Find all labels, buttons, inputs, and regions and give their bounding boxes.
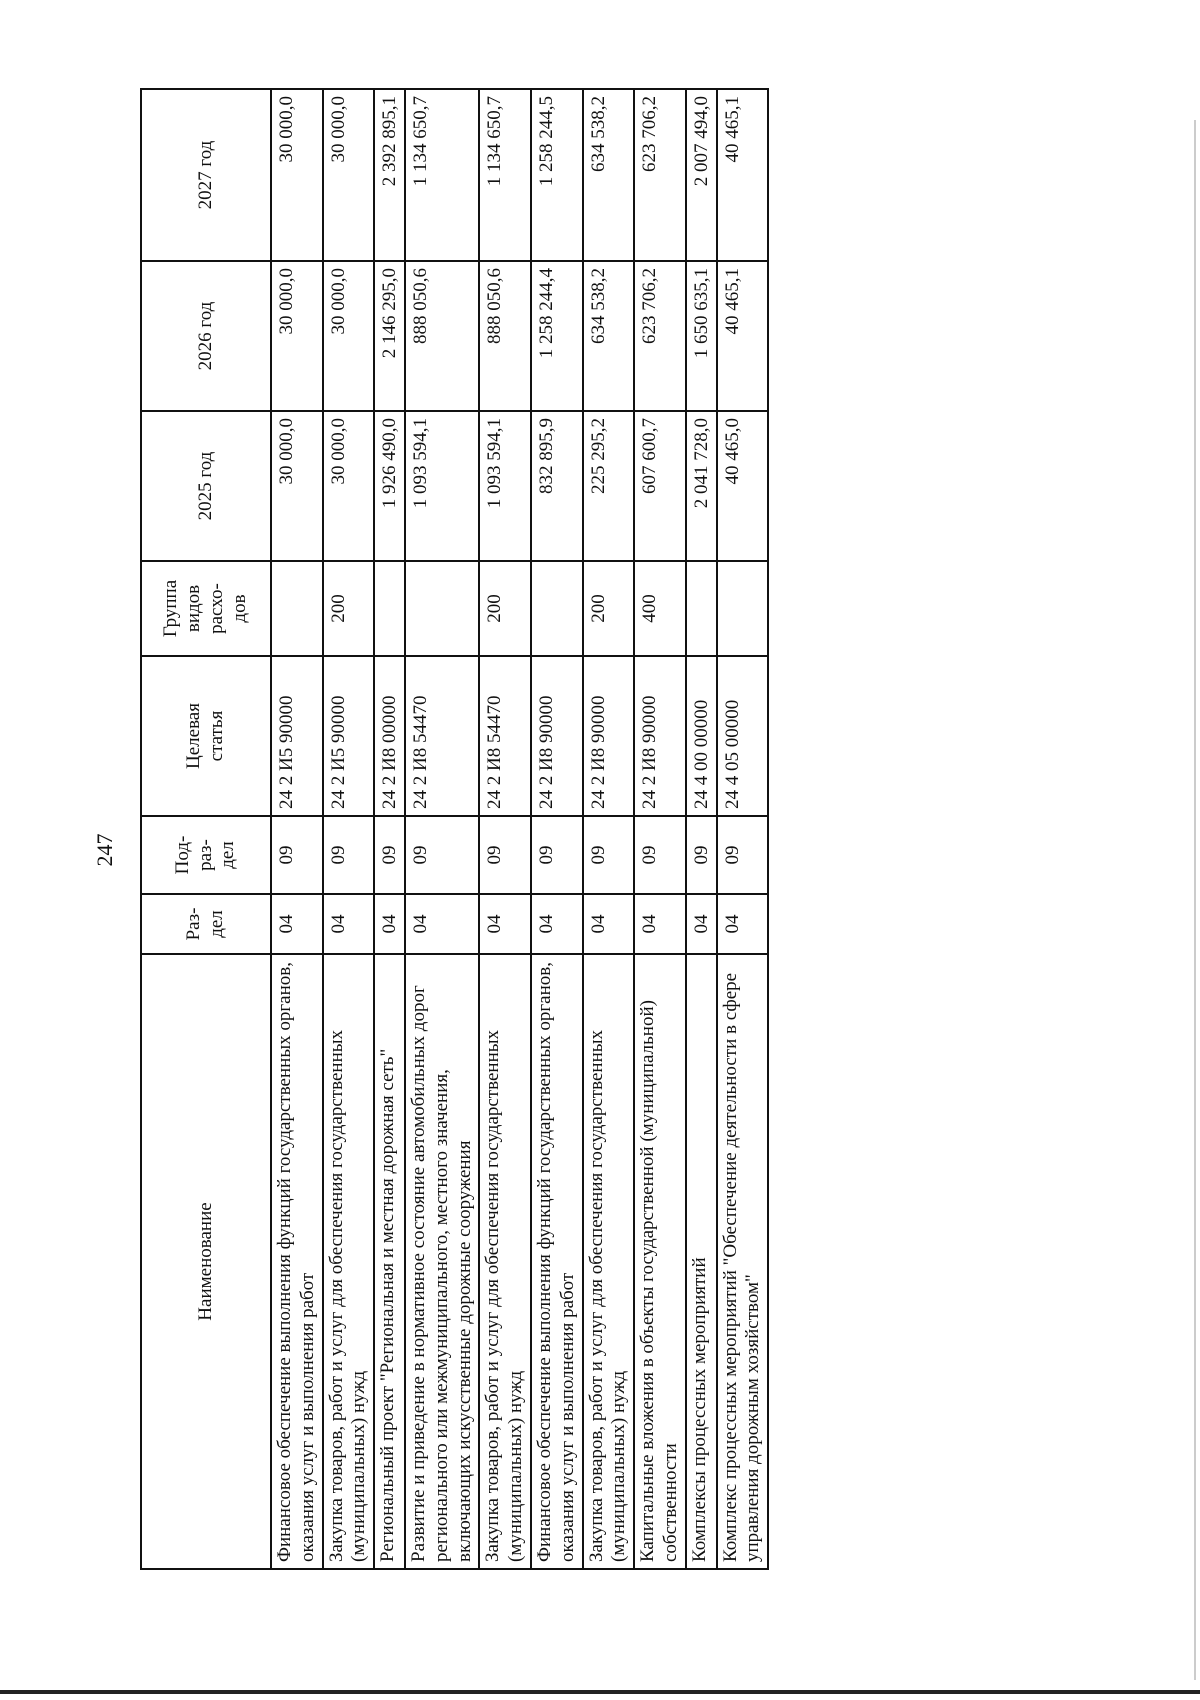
cell-group: 200 [583, 561, 635, 656]
cell-subsection: 09 [479, 816, 531, 894]
table-row [323, 89, 375, 1569]
cell-target: 24 2 И5 90000 [271, 656, 323, 816]
cell-y2025: 40 465,0 [717, 411, 769, 561]
cell-group: 400 [634, 561, 686, 656]
cell-name: Комплексы процессных мероприятий [686, 954, 717, 1569]
cell-group [271, 561, 323, 656]
cell-y2027: 623 706,2 [634, 89, 686, 261]
cell-name: Закупка товаров, работ и услуг для обеспечения государственных (муниципальных) нужд [323, 954, 375, 1569]
cell-y2025: 607 600,7 [634, 411, 686, 561]
cell-y2025: 1 926 490,0 [374, 411, 405, 561]
cell-y2026: 40 465,1 [717, 261, 769, 411]
cell-name: Финансовое обеспечение выполнения функций государственных органов, оказания услуг и выполнения работ [271, 954, 323, 1569]
cell-y2026: 623 706,2 [634, 261, 686, 411]
header-row [141, 89, 271, 1569]
cell-name: Закупка товаров, работ и услуг для обеспечения государственных (муниципальных) нужд [479, 954, 531, 1569]
cell-section: 04 [374, 894, 405, 954]
cell-name: Развитие и приведение в нормативное состояние автомобильных дорог регионального или межмуниципального, местного значения, включающих искусственные дорожные сооружения [405, 954, 479, 1569]
table-row [479, 89, 531, 1569]
cell-section: 04 [323, 894, 375, 954]
cell-section: 04 [634, 894, 686, 954]
cell-y2025: 30 000,0 [271, 411, 323, 561]
cell-subsection: 09 [405, 816, 479, 894]
cell-y2026: 634 538,2 [583, 261, 635, 411]
header-2027: 2027 год [141, 89, 271, 261]
cell-y2027: 40 465,1 [717, 89, 769, 261]
table-row [405, 89, 479, 1569]
header-target: Целевая статья [141, 656, 271, 816]
cell-y2025: 832 895,9 [531, 411, 583, 561]
cell-y2025: 225 295,2 [583, 411, 635, 561]
cell-target: 24 2 И5 90000 [323, 656, 375, 816]
cell-target: 24 2 И8 90000 [583, 656, 635, 816]
rotated-table-container [140, 90, 1060, 1570]
cell-y2026: 30 000,0 [323, 261, 375, 411]
cell-y2025: 2 041 728,0 [686, 411, 717, 561]
cell-group: 200 [323, 561, 375, 656]
table-row [583, 89, 635, 1569]
header-section: Раз- дел [141, 894, 271, 954]
cell-group [717, 561, 769, 656]
cell-y2026: 888 050,6 [479, 261, 531, 411]
cell-name: Комплекс процессных мероприятий "Обеспечение деятельности в сфере управления дорожным хозяйством" [717, 954, 769, 1569]
cell-y2025: 1 093 594,1 [405, 411, 479, 561]
cell-y2027: 30 000,0 [271, 89, 323, 261]
cell-y2025: 1 093 594,1 [479, 411, 531, 561]
header-expense-group: Группа видов расхо- дов [141, 561, 271, 656]
scan-right-edge [1194, 120, 1196, 1680]
cell-group [531, 561, 583, 656]
cell-target: 24 4 00 00000 [686, 656, 717, 816]
table-row [717, 89, 769, 1569]
cell-y2027: 30 000,0 [323, 89, 375, 261]
page-number: 247 [92, 833, 117, 867]
table-row [634, 89, 686, 1569]
header-subsection: Под- раз- дел [141, 816, 271, 894]
cell-subsection: 09 [686, 816, 717, 894]
cell-subsection: 09 [717, 816, 769, 894]
cell-subsection: 09 [634, 816, 686, 894]
cell-y2027: 634 538,2 [583, 89, 635, 261]
cell-y2027: 1 134 650,7 [405, 89, 479, 261]
scan-bottom-edge [0, 1690, 1200, 1694]
cell-subsection: 09 [531, 816, 583, 894]
cell-section: 04 [531, 894, 583, 954]
header-2025: 2025 год [141, 411, 271, 561]
cell-y2026: 1 258 244,4 [531, 261, 583, 411]
cell-subsection: 09 [323, 816, 375, 894]
cell-name: Капитальные вложения в объекты государственной (муниципальной) собственности [634, 954, 686, 1569]
header-name: Наименование [141, 954, 271, 1569]
cell-y2025: 30 000,0 [323, 411, 375, 561]
cell-target: 24 2 И8 90000 [634, 656, 686, 816]
cell-group [686, 561, 717, 656]
cell-group [374, 561, 405, 656]
cell-section: 04 [583, 894, 635, 954]
cell-y2027: 1 134 650,7 [479, 89, 531, 261]
cell-target: 24 2 И8 54470 [405, 656, 479, 816]
header-2026: 2026 год [141, 261, 271, 411]
budget-table [140, 88, 769, 1570]
cell-subsection: 09 [583, 816, 635, 894]
cell-section: 04 [479, 894, 531, 954]
cell-section: 04 [717, 894, 769, 954]
cell-target: 24 2 И8 00000 [374, 656, 405, 816]
cell-y2026: 1 650 635,1 [686, 261, 717, 411]
table-row [686, 89, 717, 1569]
cell-group [405, 561, 479, 656]
cell-y2027: 2 007 494,0 [686, 89, 717, 261]
cell-section: 04 [271, 894, 323, 954]
cell-y2027: 2 392 895,1 [374, 89, 405, 261]
cell-name: Региональный проект "Региональная и местная дорожная сеть" [374, 954, 405, 1569]
cell-y2027: 1 258 244,5 [531, 89, 583, 261]
cell-target: 24 2 И8 54470 [479, 656, 531, 816]
table-row [531, 89, 583, 1569]
cell-subsection: 09 [271, 816, 323, 894]
cell-y2026: 30 000,0 [271, 261, 323, 411]
cell-target: 24 4 05 00000 [717, 656, 769, 816]
cell-section: 04 [686, 894, 717, 954]
cell-y2026: 2 146 295,0 [374, 261, 405, 411]
table-row [374, 89, 405, 1569]
cell-section: 04 [405, 894, 479, 954]
table-row [271, 89, 323, 1569]
cell-subsection: 09 [374, 816, 405, 894]
cell-name: Финансовое обеспечение выполнения функций государственных органов, оказания услуг и выполнения работ [531, 954, 583, 1569]
cell-y2026: 888 050,6 [405, 261, 479, 411]
cell-group: 200 [479, 561, 531, 656]
cell-target: 24 2 И8 90000 [531, 656, 583, 816]
cell-name: Закупка товаров, работ и услуг для обеспечения государственных (муниципальных) нужд [583, 954, 635, 1569]
